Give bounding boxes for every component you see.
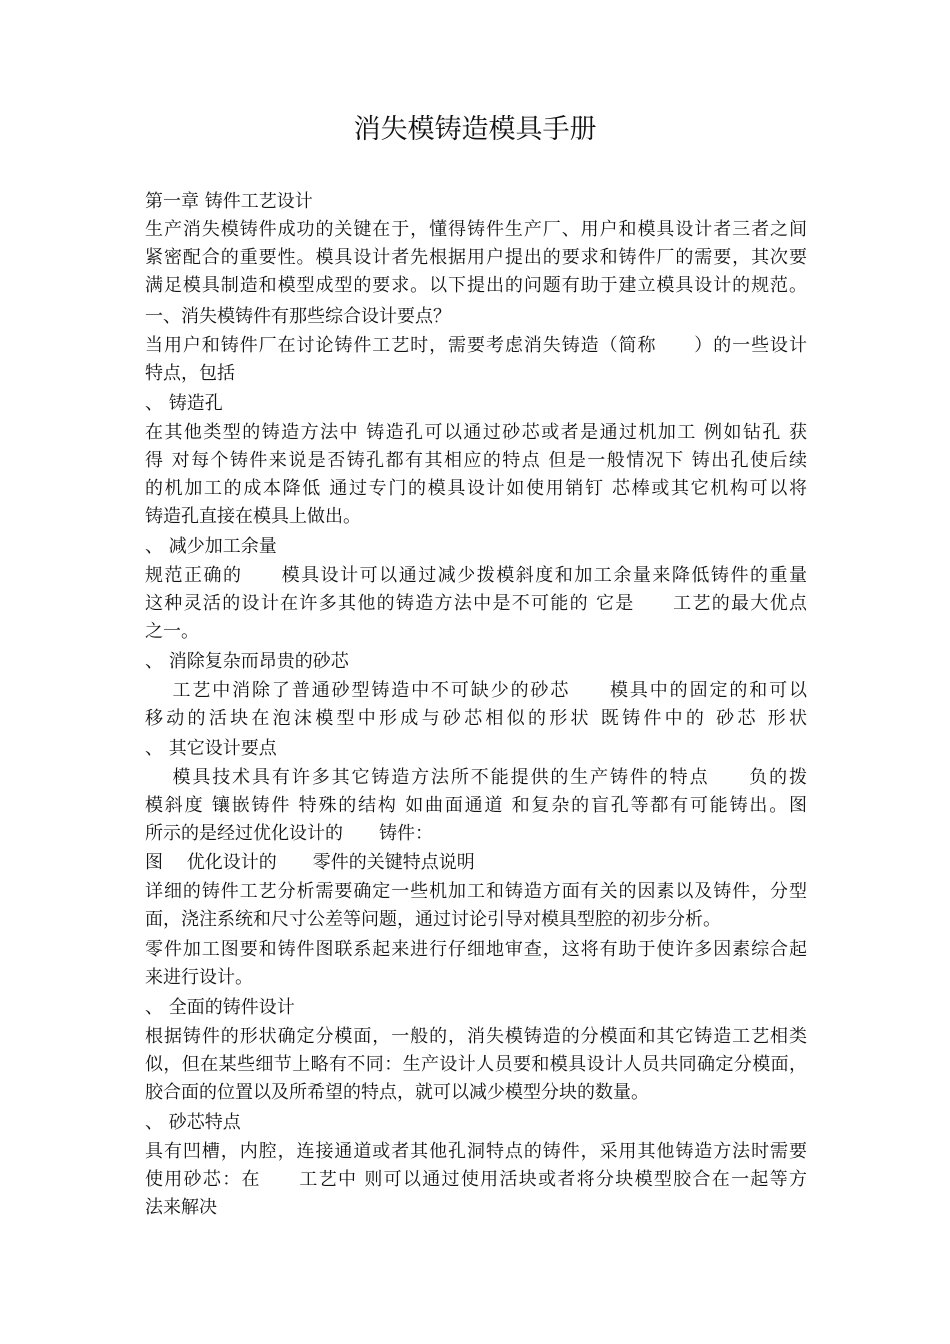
figure-caption: 图 优化设计的 零件的关键特点说明: [145, 852, 475, 873]
paragraph-line: 工艺中消除了普通砂型铸造中不可缺少的砂芯 模具中的固定的和可以: [145, 680, 807, 701]
chapter-heading: 第一章 铸件工艺设计: [145, 191, 313, 212]
paragraph-line: 之一。: [145, 621, 199, 642]
paragraph-line: 规范正确的 模具设计可以通过减少拨模斜度和加工余量来降低铸件的重量: [145, 565, 807, 586]
paragraph-line: 的机加工的成本降低 通过专门的模具设计如使用销钉 芯棒或其它机构可以将: [145, 478, 807, 499]
section-heading: 一、消失模铸件有那些综合设计要点？: [145, 306, 451, 327]
paragraph-line: 根据铸件的形状确定分模面，一般的，消失模铸造的分模面和其它铸造工艺相类: [145, 1026, 807, 1047]
paragraph-line: 当用户和铸件厂在讨论铸件工艺时，需要考虑消失铸造（简称 ）的一些设计: [145, 335, 807, 356]
paragraph-line: 得 对每个铸件来说是否铸孔都有其相应的特点 但是一般情况下 铸出孔使后续: [145, 450, 807, 471]
paragraph-line: 使用砂芯：在 工艺中 则可以通过使用活块或者将分块模型胶合在一起等方: [145, 1169, 807, 1190]
paragraph-line: 生产消失模铸件成功的关键在于，懂得铸件生产厂、用户和模具设计者三者之间: [145, 219, 807, 240]
paragraph-line: 面，浇注系统和尺寸公差等问题，通过讨论引导对模具型腔的初步分析。: [145, 909, 721, 930]
paragraph-line: 铸造孔直接在模具上做出。: [145, 506, 361, 527]
subsection-heading: 、 其它设计要点: [145, 738, 277, 759]
paragraph-line: 这种灵活的设计在许多其他的铸造方法中是不可能的 它是 工艺的最大优点: [145, 593, 807, 614]
paragraph-line: 法来解决: [145, 1197, 217, 1218]
subsection-heading: 、 铸造孔: [145, 393, 223, 414]
paragraph-line: 零件加工图要和铸件图联系起来进行仔细地审查，这将有助于使许多因素综合起: [145, 939, 807, 960]
paragraph-line: 所示的是经过优化设计的 铸件：: [145, 823, 433, 844]
paragraph-line: 在其他类型的铸造方法中 铸造孔可以通过砂芯或者是通过机加工 例如钻孔 获: [145, 422, 807, 443]
paragraph-line: 紧密配合的重要性。模具设计者先根据用户提出的要求和铸件厂的需要，其次要: [145, 247, 807, 268]
paragraph-line: 模斜度 镶嵌铸件 特殊的结构 如曲面通道 和复杂的盲孔等都有可能铸出。图: [145, 795, 807, 816]
paragraph-line: 来进行设计。: [145, 967, 253, 988]
paragraph-line: 具有凹槽，内腔，连接通道或者其他孔洞特点的铸件，采用其他铸造方法时需要: [145, 1141, 807, 1162]
paragraph-line: 似，但在某些细节上略有不同：生产设计人员要和模具设计人员共同确定分模面，: [145, 1054, 807, 1075]
paragraph-line: 胶合面的位置以及所希望的特点，就可以减少模型分块的数量。: [145, 1082, 649, 1103]
subsection-heading: 、 全面的铸件设计: [145, 997, 295, 1018]
document-title: 消失模铸造模具手册: [353, 114, 597, 145]
paragraph-line: 详细的铸件工艺分析需要确定一些机加工和铸造方面有关的因素以及铸件，分型: [145, 881, 807, 902]
paragraph-line: 满足模具制造和模型成型的要求。以下提出的问题有助于建立模具设计的规范。: [145, 275, 807, 296]
subsection-heading: 、 砂芯特点: [145, 1112, 241, 1133]
paragraph-line: 特点，包括: [145, 363, 235, 384]
paragraph-line: 模具技术具有许多其它铸造方法所不能提供的生产铸件的特点 负的拨: [145, 767, 807, 788]
paragraph-line: 移动的活块在泡沫模型中形成与砂芯相似的形状 既铸件中的 砂芯 形状: [145, 708, 807, 729]
subsection-heading: 、 消除复杂而昂贵的砂芯: [145, 651, 349, 672]
subsection-heading: 、 减少加工余量: [145, 536, 277, 557]
